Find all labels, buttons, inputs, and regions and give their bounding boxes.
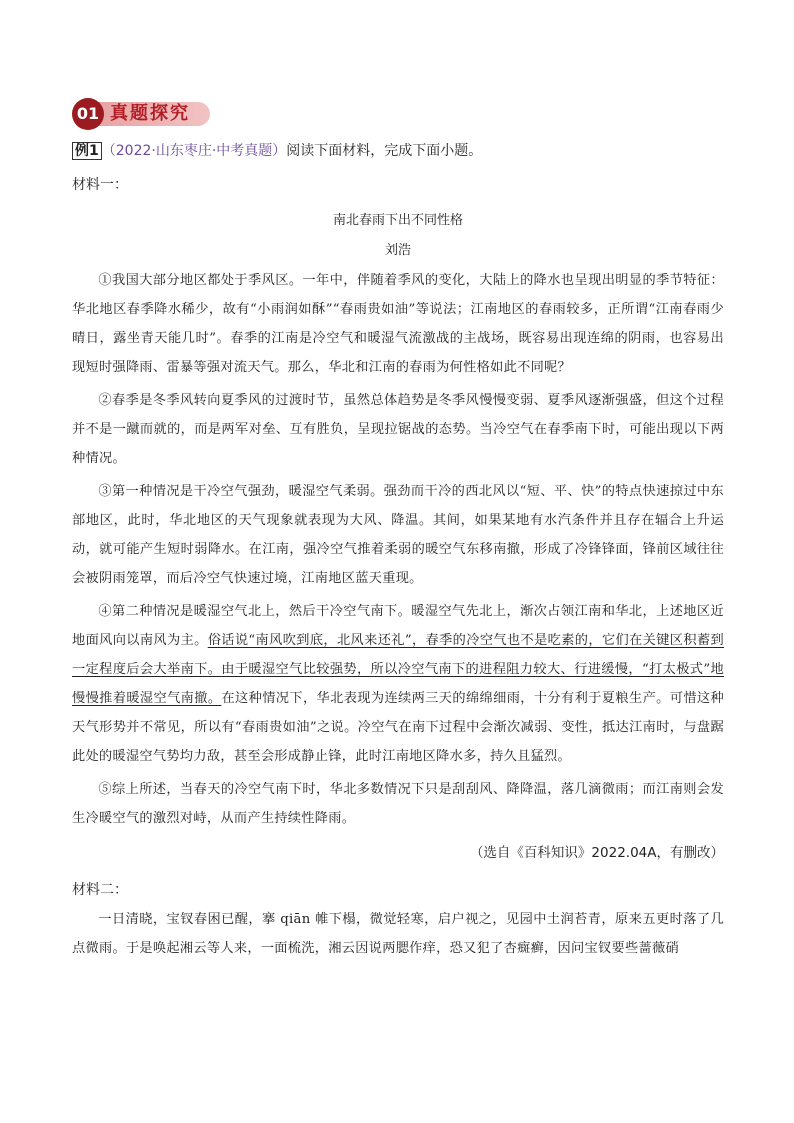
paragraph-4-lead: ④第二种情况是暖湿空气北上，然后干冷空气南下。暖湿空气先北上，渐次占领江南和华北，上述地区近地面风向以南风为主。 [72, 604, 724, 648]
citation: （选自《百科知识》2022.04A，有删改） [469, 845, 724, 861]
page [72, 96, 724, 963]
paragraph-4 [72, 597, 724, 771]
material2-heading: 材料二： [72, 882, 128, 898]
paragraph-1: ①我国大部分地区都处于季风区。一年中，伴随着季风的变化，大陆上的降水也呈现出明显的季节特征：华北地区春季降水稀少，故有“小雨润如酥”“春雨贵如油”等说法；江南地区的春雨较多，正所谓“江南春雨少晴日，露坐青天能几时”。春季的江南是冷空气和暖湿气流激战的主战场，既容易出现连绵的阴雨，也容易出现短时强降雨、雷暴等强对流天气。那么，华北和江南的春雨为何性格如此不同呢？ [72, 273, 724, 375]
question-prompt: 阅读下面材料，完成下面小题。 [286, 143, 483, 159]
section-banner [72, 96, 724, 132]
material2-paragraph-1: 一日清晓，宝钗春困已醒，搴 qiān 帷下榻，微觉轻寒，启户视之，见园中土润苔青，原来五更时落了几点微雨。于是唤起湘云等人来，一面梳洗，湘云因说两腮作痒，恐又犯了杏癍癣，因问宝钗要些蔷薇硝 [72, 912, 724, 956]
article-title: 南北春雨下出不同性格 [332, 213, 463, 228]
paragraph-4-tail: 在这种情况下，华北表现为连续两三天的绵绵细雨，十分有利于夏粮生产。可惜这种天气形势并不常见，所以有“春雨贵如油”之说。冷空气在南下过程中会渐次减弱、变性，抵达江南时，与盘踞此处的暖湿空气势均力敌，甚至会形成静止锋，此时江南地区降水多，持久且猛烈。 [72, 691, 724, 764]
article-author: 刘浩 [384, 243, 411, 258]
paragraph-3: ③第一种情况是干冷空气强劲，暖湿空气柔弱。强劲而干冷的西北风以“短、平、快”的特点快速掠过中东部地区，此时，华北地区的天气现象就表现为大风、降温。其间，如果某地有水汽条件并且存在辐合上升运动，就可能产生短时弱降水。在江南，强冷空气推着柔弱的暖空气东移南撤，形成了冷锋锋面，锋前区域往往会被阴雨笼罩，而后冷空气快速过境，江南地区蓝天重现。 [72, 484, 724, 586]
question-source: （2022·山东枣庄·中考真题） [101, 143, 287, 159]
section-title: 真题探究 [110, 103, 190, 124]
paragraph-5: ⑤综上所述，当春天的冷空气南下时，华北多数情况下只是刮刮风、降降温，落几滴微雨；而江南则会发生冷暖空气的激烈对峙，从而产生持续性降雨。 [72, 782, 724, 826]
example-label: 例1 [72, 142, 102, 160]
paragraph-4-underlined: 俗话说“南风吹到底，北风来还礼”，春季的冷空气也不是吃素的，它们在关键区积蓄到一定程度后会大举南下。由于暖湿空气比较强势，所以冷空气南下的进程阻力较大、行进缓慢，“打太极式”地慢慢推着暖湿空气南撤。 [72, 633, 725, 706]
section-number-badge: 01 [72, 98, 104, 130]
material1-heading: 材料一： [72, 177, 128, 193]
paragraph-2: ②春季是冬季风转向夏季风的过渡时节，虽然总体趋势是冬季风慢慢变弱、夏季风逐渐强盛，但这个过程并不是一蹴而就的，而是两军对垒、互有胜负，呈现拉锯战的态势。当冷空气在春季南下时，可能出现以下两种情况。 [72, 393, 724, 466]
question-line [72, 140, 724, 162]
